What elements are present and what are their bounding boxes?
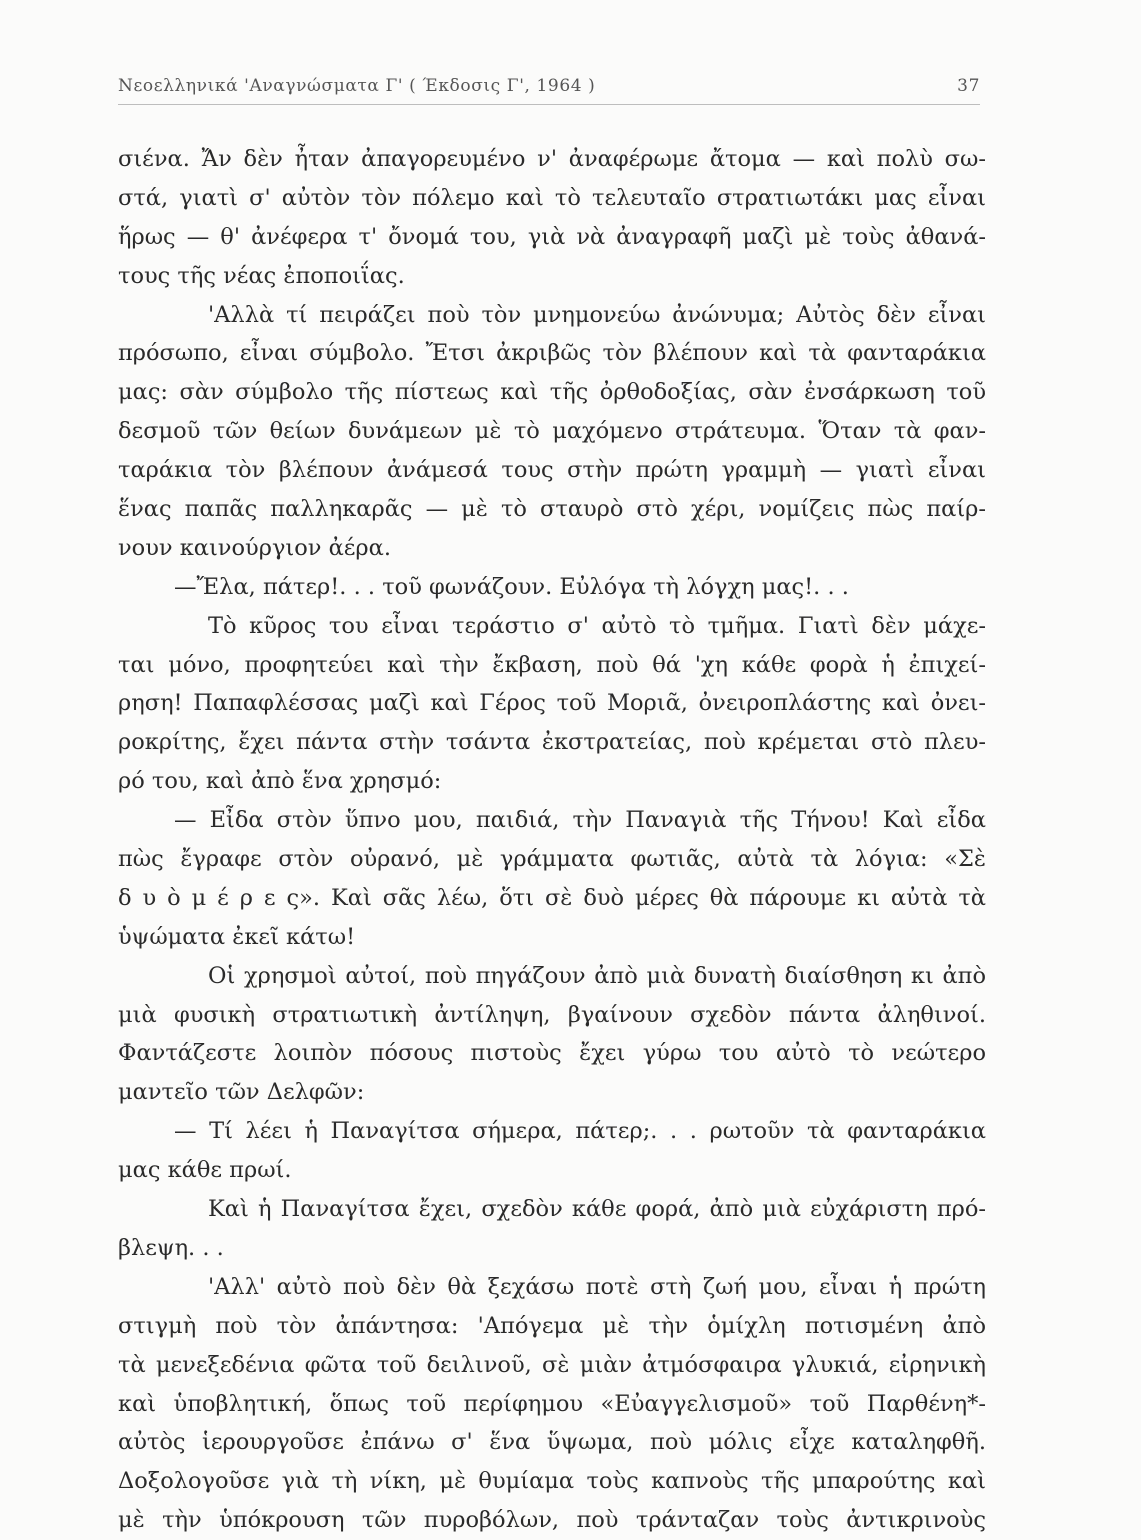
page-body-text — [118, 140, 986, 1540]
text-line: Οἱ χρησμοὶ αὐτοί, ποὺ πηγάζουν ἀπὸ μιὰ δυνατὴ διαίσθηση κι ἀπὸ — [208, 962, 986, 989]
text-line: μαντεῖο τῶν Δελφῶν: — [118, 1079, 365, 1106]
text-line: μιὰ φυσικὴ στρατιωτικὴ ἀντίληψη, βγαίνουν σχεδὸν πάντα ἀληθινοί. — [118, 1001, 986, 1028]
text-line: στιγμὴ ποὺ τὸν ἀπάντησα: 'Απόγεμα μὲ τὴν ὁμίχλη ποτισμένη ἀπὸ — [118, 1312, 986, 1339]
text-line: Φαντάζεστε λοιπὸν πόσους πιστοὺς ἔχει γύρω του αὐτὸ τὸ νεώτερο — [118, 1040, 986, 1067]
text-line: ρηση! Παπαφλέσσας μαζὶ καὶ Γέρος τοῦ Μοριᾶ, ὀνειροπλάστης καὶ ὀνει- — [118, 690, 986, 717]
text-line: 'Αλλὰ τί πειράζει ποὺ τὸν μνημονεύω ἀνώνυμα; Αὐτὸς δὲν εἶναι — [208, 301, 986, 328]
text-line: — Εἶδα στὸν ὕπνο μου, παιδιά, τὴν Παναγιὰ τῆς Τήνου! Καὶ εἶδα — [174, 807, 986, 834]
text-line: ται μόνο, προφητεύει καὶ τὴν ἔκβαση, ποὺ θά 'χη κάθε φορὰ ἡ ἐπιχεί- — [118, 651, 986, 678]
text-line: Δοξολογοῦσε γιὰ τὴ νίκη, μὲ θυμίαμα τοὺς καπνοὺς τῆς μπαρούτης καὶ — [118, 1468, 986, 1495]
text-line: βλεψη. . . — [118, 1234, 224, 1261]
text-line: καὶ ὑποβλητική, ὅπως τοῦ περίφημου «Εὐαγγελισμοῦ» τοῦ Παρθένη*- — [118, 1390, 986, 1417]
text-line: δ υ ὸ μ έ ρ ε ς». Καὶ σᾶς λέω, ὅτι σὲ δυὸ μέρες θὰ πάρουμε κι αὐτὰ τὰ — [118, 884, 986, 911]
text-line: μας: σὰν σύμβολο τῆς πίστεως καὶ τῆς ὀρθοδοξίας, σὰν ἐνσάρκωση τοῦ — [118, 379, 986, 406]
header-title: Νεοελληνικά 'Αναγνώσματα Γ' ( Έκδοσις Γ', 1964 ) — [118, 76, 596, 96]
text-line: τους τῆς νέας ἐποποιΐας. — [118, 262, 405, 289]
header-rule — [118, 104, 980, 105]
text-line: Καὶ ἡ Παναγίτσα ἔχει, σχεδὸν κάθε φορά, ἀπὸ μιὰ εὐχάριστη πρό- — [208, 1196, 986, 1223]
text-line: Τὸ κῦρος του εἶναι τεράστιο σ' αὐτὸ τὸ τμῆμα. Γιατὶ δὲν μάχε- — [208, 612, 986, 639]
text-line: νουν καινούργιον ἀέρα. — [118, 534, 392, 561]
text-line: ροκρίτης, ἔχει πάντα στὴν τσάντα ἐκστρατείας, ποὺ κρέμεται στὸ πλευ- — [118, 729, 986, 756]
text-line: πρόσωπο, εἶναι σύμβολο. Ἔτσι ἀκριβῶς τὸν βλέπουν καὶ τὰ φανταράκια — [118, 340, 986, 367]
text-line: ἕνας παπᾶς παλληκαρᾶς — μὲ τὸ σταυρὸ στὸ χέρι, νομίζεις πὼς παίρ- — [118, 496, 986, 523]
text-line: αὐτὸς ἱερουργοῦσε ἐπάνω σ' ἕνα ὕψωμα, ποὺ μόλις εἶχε καταληφθῆ. — [118, 1429, 986, 1456]
text-line: ἥρως — θ' ἀνέφερα τ' ὄνομά του, γιὰ νὰ ἀναγραφῆ μαζὶ μὲ τοὺς ἀθανά- — [118, 223, 986, 250]
text-line: τὰ μενεξεδένια φῶτα τοῦ δειλινοῦ, σὲ μιὰν ἀτμόσφαιρα γλυκιά, εἰρηνικὴ — [118, 1351, 986, 1378]
text-line: δεσμοῦ τῶν θείων δυνάμεων μὲ τὸ μαχόμενο στράτευμα. Ὅταν τὰ φαν- — [118, 418, 986, 445]
text-line: ταράκια τὸν βλέπουν ἀνάμεσά τους στὴν πρώτη γραμμὴ — γιατὶ εἶναι — [118, 457, 986, 484]
text-line: — Τί λέει ἡ Παναγίτσα σήμερα, πάτερ;. . . ρωτοῦν τὰ φανταράκια — [174, 1118, 986, 1145]
text-line: μὲ τὴν ὑπόκρουση τῶν πυροβόλων, ποὺ τράνταζαν τοὺς ἀντικρινοὺς — [118, 1507, 986, 1534]
text-line: ρό του, καὶ ἀπὸ ἕνα χρησμό: — [118, 768, 442, 795]
text-line: σιένα. Ἄν δὲν ἦταν ἀπαγορευμένο ν' ἀναφέρωμε ἄτομα — καὶ πολὺ σω- — [118, 146, 986, 172]
running-header — [118, 76, 980, 102]
text-line: μας κάθε πρωί. — [118, 1157, 292, 1184]
text-line: ὑψώματα ἐκεῖ κάτω! — [118, 923, 356, 950]
text-line: 'Αλλ' αὐτὸ ποὺ δὲν θὰ ξεχάσω ποτὲ στὴ ζωή μου, εἶναι ἡ πρώτη — [208, 1273, 986, 1300]
text-line: —Ἔλα, πάτερ!. . . τοῦ φωνάζουν. Εὐλόγα τὴ λόγχη μας!. . . — [174, 573, 849, 600]
text-line: πὼς ἔγραφε στὸν οὐρανό, μὲ γράμματα φωτιᾶς, αὐτὰ τὰ λόγια: «Σὲ — [118, 846, 986, 873]
text-line: στά, γιατὶ σ' αὐτὸν τὸν πόλεμο καὶ τὸ τελευταῖο στρατιωτάκι μας εἶναι — [118, 184, 986, 211]
page-number: 37 — [957, 76, 980, 96]
